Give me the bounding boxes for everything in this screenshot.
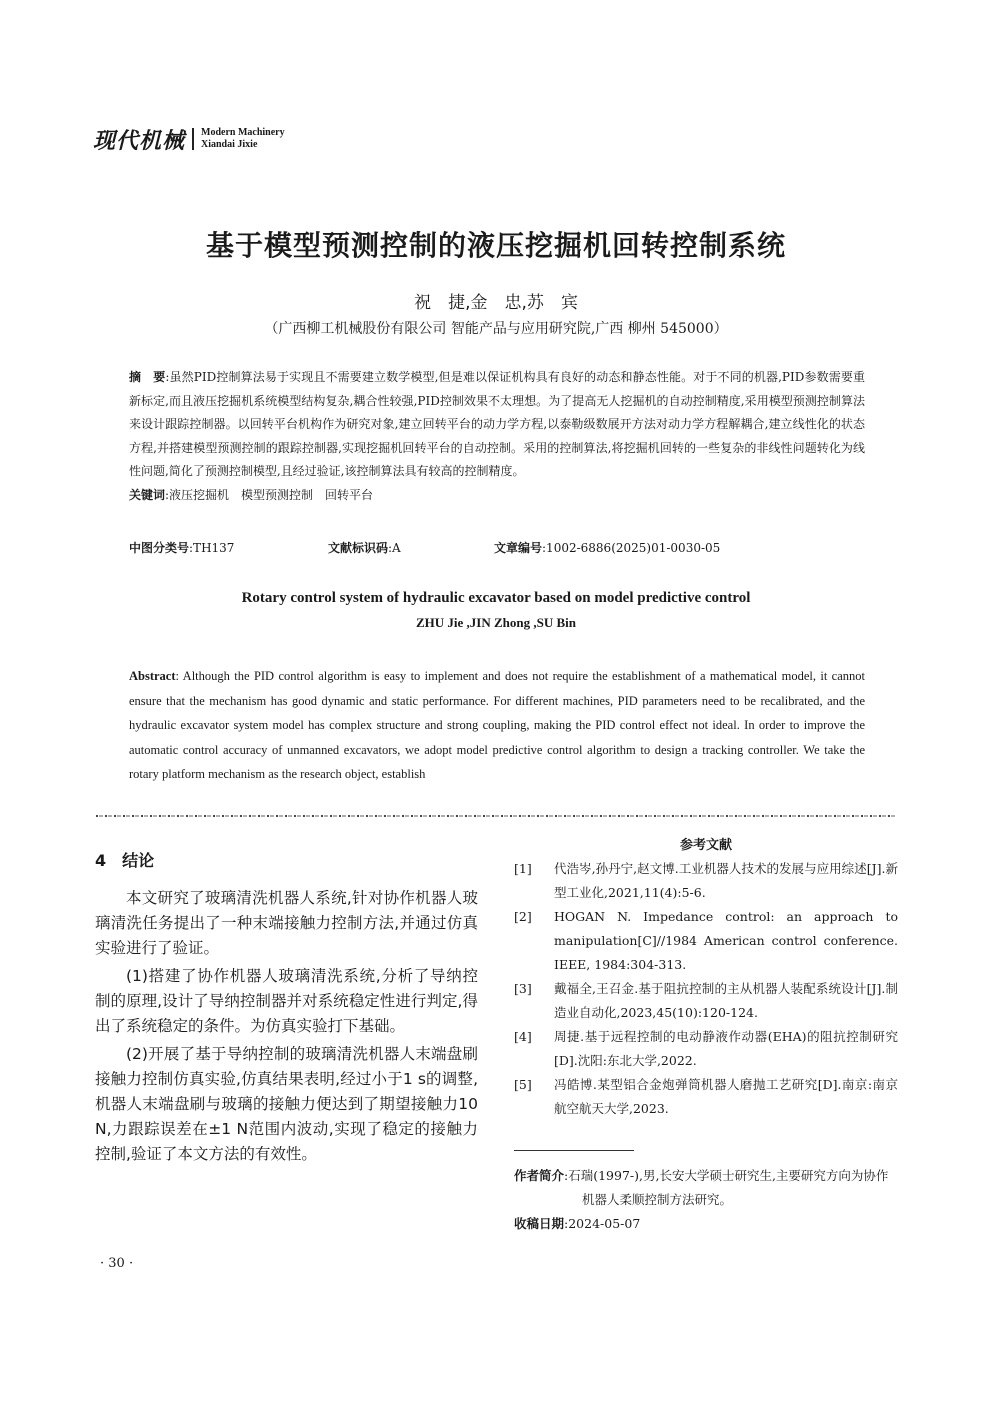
conclusion-body — [95, 886, 478, 1170]
reference-item — [514, 905, 898, 977]
conclusion-paragraph: 本文研究了玻璃清洗机器人系统,针对协作机器人玻璃清洗任务提出了一种末端接触力控制方法,并通过仿真实验进行了验证。 — [95, 889, 478, 957]
received-date — [514, 1214, 640, 1232]
reference-number: [1] — [514, 861, 532, 876]
article-number-label: 文章编号 — [494, 541, 543, 555]
article-authors: 祝 捷,金 忠,苏 宾 — [414, 293, 578, 313]
journal-logo: 现代机械 — [93, 128, 186, 154]
clc-label: 中图分类号 — [129, 541, 190, 555]
reference-number: [2] — [514, 909, 532, 924]
reference-item — [514, 857, 898, 905]
section-heading-conclusion: 4 结论 — [95, 851, 155, 870]
journal-name-en — [201, 127, 285, 151]
abstract-en-label: Abstract — [129, 669, 176, 683]
journal-name-en-line2: Xiandai Jixie — [201, 139, 258, 150]
references-list — [514, 857, 898, 1121]
article-number — [494, 539, 720, 556]
article-affiliation: （广西柳工机械股份有限公司 智能产品与应用研究院,广西 柳州 545000） — [264, 321, 728, 337]
reference-text: HOGAN N. Impedance control: an approach to manipulation[C]//1984 American control conference. IEEE, 1984:304-313. — [554, 909, 898, 972]
reference-number: [5] — [514, 1077, 532, 1092]
reference-item — [514, 1073, 898, 1121]
author-bio-text: :石瑞(1997-),男,长安大学硕士研究生,主要研究方向为协作机器人柔顺控制方法研究。 — [564, 1168, 889, 1207]
abstract-cn — [129, 366, 865, 507]
decorative-divider — [95, 812, 895, 820]
author-bio-label: 作者简介 — [514, 1168, 565, 1183]
doc-code — [328, 539, 401, 556]
conclusion-paragraph: (2)开展了基于导纳控制的玻璃清洗机器人末端盘刷接触力控制仿真实验,仿真结果表明,经过小于1 s的调整,机器人末端盘刷与玻璃的接触力便达到了期望接触力10 N,力跟踪误差在±1 N范围内波动,实现了稳定的接触力控制,验证了本文方法的有效性。 — [95, 1045, 478, 1163]
received-text: :2024-05-07 — [564, 1216, 641, 1231]
reference-text: 代浩岑,孙丹宁,赵文博.工业机器人技术的发展与应用综述[J].新型工业化,2021,11(4):5-6. — [554, 861, 898, 900]
abstract-en-text: : Although the PID control algorithm is easy to implement and does not require the establishment of a mathematical model, it cannot ensure that the mechanism has good dynamic and static performance. For different machines, PID parameters need to be recalibrated, and the hydraulic excavator system model has complex structure and strong coupling, making the PID control effect not ideal. In order to improve the automatic control accuracy of unmanned excavators, we adopt model predictive control algorithm to design a tracking controller. We take the rotary platform mechanism as the research object, establish — [129, 669, 865, 781]
article-authors-en: ZHU Jie ,JIN Zhong ,SU Bin — [415, 615, 576, 630]
reference-number: [4] — [514, 1029, 532, 1044]
journal-name-en-line1: Modern Machinery — [201, 127, 285, 138]
doc-code-label: 文献标识码 — [328, 541, 389, 555]
page-number: · 30 · — [100, 1256, 134, 1271]
reference-text: 冯皓博.某型铝合金炮弹筒机器人磨抛工艺研究[D].南京:南京航空航天大学,2023. — [554, 1077, 898, 1116]
reference-item — [514, 977, 898, 1025]
abstract-label: 摘 要 — [129, 370, 166, 384]
reference-number: [3] — [514, 981, 532, 996]
keywords-label: 关键词 — [129, 487, 166, 502]
author-bio — [514, 1164, 898, 1212]
received-label: 收稿日期 — [514, 1216, 565, 1231]
reference-text: 周捷.基于远程控制的电动静液作动器(EHA)的阻抗控制研究[D].沈阳:东北大学,2022. — [554, 1029, 898, 1068]
keywords-text: :液压挖掘机 模型预测控制 回转平台 — [165, 487, 374, 502]
reference-text: 戴福全,王召金.基于阻抗控制的主从机器人装配系统设计[J].制造业自动化,2023,45(10):120-124. — [554, 981, 898, 1020]
keywords — [129, 484, 865, 508]
reference-item — [514, 1025, 898, 1073]
references-heading: 参考文献 — [679, 838, 732, 853]
conclusion-paragraph: (1)搭建了协作机器人玻璃清洗系统,分析了导纳控制的原理,设计了导纳控制器并对系统稳定性进行判定,得出了系统稳定的条件。为仿真实验打下基础。 — [95, 967, 478, 1035]
article-number-text: :1002-6886(2025)01-0030-05 — [542, 541, 721, 555]
abstract-en — [129, 664, 865, 787]
article-title-en: Rotary control system of hydraulic excavator based on model predictive control — [241, 590, 751, 606]
abstract-text: :虽然PID控制算法易于实现且不需要建立数学模型,但是难以保证机构具有良好的动态和静态性能。对于不同的机器,PID参数需要重新标定,而且液压挖掘机系统模型结构复杂,耦合性较强,PID控制效果不太理想。为了提高无人挖掘机的自动控制精度,采用模型预测控制算法来设计跟踪控制器。以回转平台机构作为研究对象,建立回转平台的动力学方程,以泰勒级数展开方法对动力学方程解耦合,建立线性化的状态方程,并搭建模型预测控制的跟踪控制器,实现挖掘机回转平台的自动控制。采用的控制算法,将挖掘机回转的一些复杂的非线性问题转化为线性问题,简化了预测控制模型,且经过验证,该控制算法具有较高的控制精度。 — [129, 370, 865, 478]
doc-code-text: :A — [388, 541, 401, 555]
header-divider — [192, 128, 194, 150]
article-title: 基于模型预测控制的液压挖掘机回转控制系统 — [205, 229, 786, 262]
footnote-rule — [514, 1150, 634, 1151]
clc-number — [129, 539, 234, 556]
clc-text: :TH137 — [189, 541, 235, 555]
